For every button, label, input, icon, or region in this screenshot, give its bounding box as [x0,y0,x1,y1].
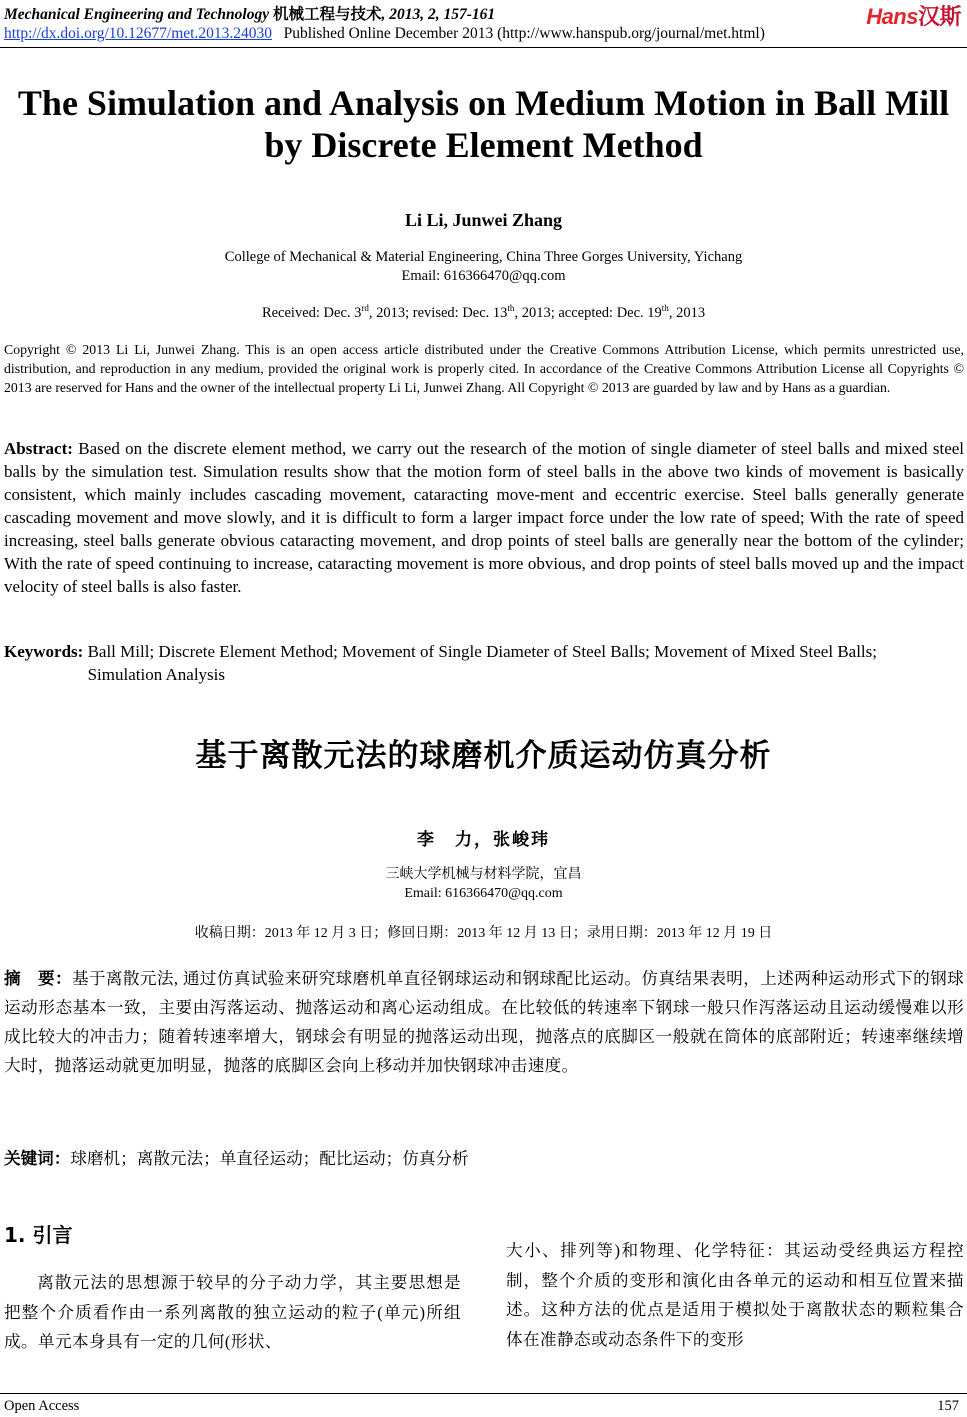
citation: , 2013, 2, 157-161 [381,6,496,23]
journal-name: Mechanical Engineering and Technology 机械工程与技术, 2013, 2, 157-161 [4,6,496,23]
abstract [4,437,964,598]
doi-link[interactable]: http://dx.doi.org/10.12677/met.2013.24030 [4,25,272,42]
cn-title: 基于离散元法的球磨机介质运动仿真分析 [195,738,772,774]
cn-authors: 李 力，张峻玮 [417,830,550,850]
section-heading: 1. 引言 [4,1223,73,1247]
doi-line [4,25,765,43]
abstract-text: Based on the discrete element method, we carry out the research of the motion of single diameter of steel balls and mixed steel balls by the simulation test. Simulation results show that the motion form of steel balls in the above two kinds of movement is basically consistent, which mainly includes cascading movement, cataracting move-ment and eccentric exercise. Steel balls generally generate cascading movement and move slowly, and it is difficult to form a larger impact force under the low rate of speed; With the rate of speed increasing, steel balls generate obvious cataracting movement, and drop points of steel balls are generally near the bottom of the cylinder; With the rate of speed continuing to increase, cataracting movement is more obvious, and drop points of steel balls moved up and the impact velocity of steel balls is also faster. [4,439,965,596]
affiliation: College of Mechanical & Material Engineering, China Three Gorges University, Yichang Email: 616366470@qq.com [0,248,967,286]
keywords-text: Ball Mill; Discrete Element Method; Movement of Single Diameter of Steel Balls; Movement of Mixed Steel Balls; Simulation Analysis [87,642,877,684]
keywords-label: Keywords: [4,642,84,661]
journal-name-cn: 机械工程与技术 [272,6,382,23]
authors: Li Li, Junwei Zhang [404,210,563,230]
body-column-left: 离散元法的思想源于较早的分子动力学，其主要思想是把整个介质看作由一系列离散的独立运动的粒子(单元)所组成。单元本身具有一定的几何(形状、 [4,1273,461,1351]
copyright-notice: Copyright © 2013 Li Li, Junwei Zhang. This is an open access article distributed under the Creative Commons Attribution License, which permits unrestricted use, distribution, and reproduction in any medium, provided the original work is properly cited. In accordance of the Creative Commons Attribution License all Copyrights © 2013 are reserved for Hans and the owner of the intellectual property Li Li, Junwei Zhang. All Copyright © 2013 are guarded by law and by Hans as a guardian. [4,342,964,395]
cn-keywords-label: 关键词： [4,1149,71,1168]
cn-abstract-label: 摘 要： [4,969,72,988]
cn-dates: 收稿日期：2013 年 12 月 3 日；修回日期：2013 年 12 月 13 日；录用日期：2013 年 12 月 19 日 [194,926,773,941]
article-dates: Received: Dec. 3rd, 2013; revised: Dec. 13th, 2013; accepted: Dec. 19th, 2013 [261,303,706,321]
published-info: Published Online December 2013 (http://www.hanspub.org/journal/met.html) [283,25,765,42]
cn-affiliation: 三峡大学机械与材料学院，宜昌 Email: 616366470@qq.com [0,865,967,903]
publisher-logo: Hans汉斯 [866,4,961,29]
paper-title: The Simulation and Analysis on Medium Motion in Ball Mill by Discrete Element Method [17,83,950,165]
footer-divider [0,1393,967,1394]
keywords [4,640,964,686]
header-divider [0,47,967,48]
email: Email: 616366470@qq.com [401,268,566,284]
cn-email: Email: 616366470@qq.com [404,886,563,901]
footer-open-access: Open Access [4,1398,80,1414]
abstract-label: Abstract: [4,439,73,458]
cn-keywords-text: 球磨机；离散元法；单直径运动；配比运动；仿真分析 [70,1149,469,1168]
cn-keywords [4,1145,964,1169]
cn-abstract-text: 基于离散元法, 通过仿真试验来研究球磨机单直径钢球运动和钢球配比运动。仿真结果表明，上述两种运动形式下的钢球运动形态基本一致，主要由泻落运动、抛落运动和离心运动组成。在比较低的转速率下钢球一般只作泻落运动且运动缓慢难以形成比较大的冲击力；随着转速率增大，钢球会有明显的抛落运动出现，抛落点的底脚区一般就在筒体的底部附近；转速率继续增大时，抛落运动就更加明显，抛落的底脚区会向上移动并加快钢球冲击速度。 [4,969,964,1075]
page-number: 157 [937,1398,959,1414]
cn-abstract [4,964,964,1080]
body-column-right: 大小、排列等)和物理、化学特征：其运动受经典运方程控制，整个介质的变形和演化由各单元的运动和相互位置来描述。这种方法的优点是适用于模拟处于离散状态的颗粒集合体在准静态或动态条件下的变形 [506,1241,964,1349]
